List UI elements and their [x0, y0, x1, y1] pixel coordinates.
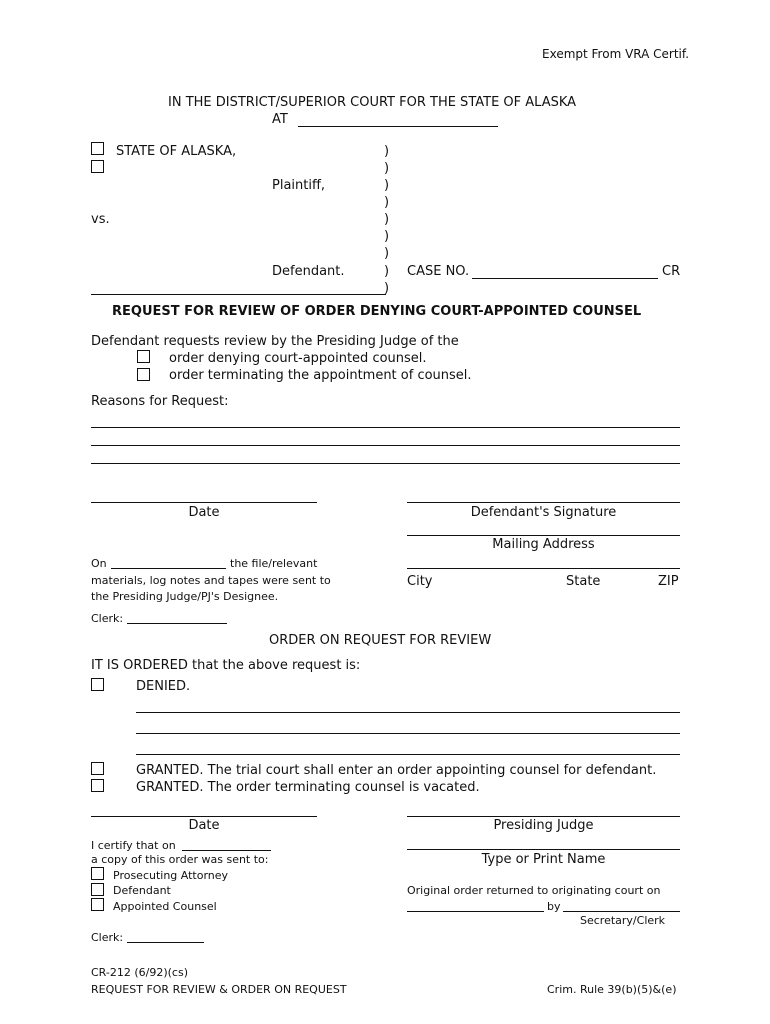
request-intro: Defendant requests review by the Presiding Judge of the [91, 334, 459, 349]
caption-bottom-line [91, 294, 386, 295]
defendant-signature-label: Defendant's Signature [470, 505, 617, 520]
certify-date-field[interactable] [182, 850, 271, 851]
denied-checkbox[interactable] [91, 678, 104, 691]
case-number-field[interactable] [472, 278, 658, 279]
reasons-line[interactable] [91, 427, 680, 428]
caption-parenthesis: ) [384, 281, 390, 296]
transmittal-on-label: On [91, 557, 107, 570]
presiding-judge-signature-field[interactable] [407, 816, 680, 817]
plaintiff-label: Plaintiff, [272, 178, 326, 193]
blank-plaintiff-checkbox[interactable] [91, 160, 104, 173]
transmittal-date-field[interactable] [111, 568, 226, 569]
by-label: by [547, 900, 561, 913]
reasons-line[interactable] [91, 463, 680, 464]
order-denying-label: order denying court-appointed counsel. [169, 351, 427, 366]
caption-parenthesis: ) [384, 178, 390, 193]
print-name-field[interactable] [407, 849, 680, 850]
denied-reason-line[interactable] [136, 754, 680, 755]
certify-on-label: I certify that on [91, 839, 176, 852]
court-location-field[interactable] [298, 126, 498, 127]
caption-parenthesis: ) [384, 212, 390, 227]
state-label: State [566, 574, 601, 589]
mailing-address-field[interactable] [407, 535, 680, 536]
order-terminating-label: order terminating the appointment of counsel. [169, 368, 472, 383]
footer-form-title: REQUEST FOR REVIEW & ORDER ON REQUEST [91, 983, 347, 996]
file-relevant-label: the file/relevant [230, 557, 318, 570]
court-heading: IN THE DISTRICT/SUPERIOR COURT FOR THE STATE OF ALASKA [168, 95, 577, 110]
secretary-clerk-field[interactable] [563, 911, 680, 912]
caption-parenthesis: ) [384, 195, 390, 210]
exempt-note: Exempt From VRA Certif. [542, 47, 690, 61]
granted-vacate-label: GRANTED. The order terminating counsel is vacated. [136, 780, 480, 795]
request-date-label: Date [188, 505, 220, 520]
certify-clerk-label: Clerk: [91, 931, 124, 944]
state-of-alaska-label: STATE OF ALASKA, [116, 144, 237, 159]
certify-clerk-field[interactable] [127, 942, 204, 943]
case-no-label: CASE NO. [407, 264, 470, 279]
at-label: AT [272, 112, 288, 127]
request-date-field[interactable] [91, 502, 317, 503]
order-date-field[interactable] [91, 816, 317, 817]
city-label: City [407, 574, 433, 589]
defendant-label: Defendant. [272, 264, 345, 279]
reasons-label: Reasons for Request: [91, 394, 229, 409]
appointed-counsel-label: Appointed Counsel [113, 900, 217, 913]
form-title: REQUEST FOR REVIEW OF ORDER DENYING COURT-APPOINTED COUNSEL [112, 304, 642, 319]
order-date-label: Date [188, 818, 220, 833]
defendant-signature-field[interactable] [407, 502, 680, 503]
order-heading: ORDER ON REQUEST FOR REVIEW [269, 633, 492, 648]
court-rule: Crim. Rule 39(b)(5)&(e) [547, 983, 677, 996]
denied-reason-line[interactable] [136, 733, 680, 734]
presiding-judge-label: Presiding Judge [493, 818, 594, 833]
caption-parenthesis: ) [384, 144, 390, 159]
zip-label: ZIP [658, 574, 679, 589]
denied-label: DENIED. [136, 679, 191, 694]
copy-sent-label: a copy of this order was sent to: [91, 853, 269, 866]
materials-label: materials, log notes and tapes were sent to [91, 574, 331, 587]
granted-vacate-checkbox[interactable] [91, 779, 104, 792]
vs-label: vs. [91, 212, 110, 227]
prosecuting-attorney-checkbox[interactable] [91, 867, 104, 880]
order-terminating-checkbox[interactable] [137, 368, 150, 381]
is-ordered-label: IT IS ORDERED that the above request is: [91, 658, 361, 673]
state-of-alaska-checkbox[interactable] [91, 142, 104, 155]
transmittal-clerk-field[interactable] [127, 623, 227, 624]
transmittal-clerk-label: Clerk: [91, 612, 124, 625]
denied-reason-line[interactable] [136, 712, 680, 713]
form-number: CR-212 (6/92)(cs) [91, 966, 188, 979]
print-name-label: Type or Print Name [481, 852, 606, 867]
case-suffix: CR [662, 264, 681, 279]
returned-date-field[interactable] [407, 911, 544, 912]
reasons-line[interactable] [91, 445, 680, 446]
appointed-counsel-checkbox[interactable] [91, 898, 104, 911]
mailing-address-label: Mailing Address [492, 537, 595, 552]
original-returned-label: Original order returned to originating court on [407, 884, 661, 897]
defendant-copy-label: Defendant [113, 884, 171, 897]
caption-parenthesis: ) [384, 161, 390, 176]
granted-appoint-checkbox[interactable] [91, 762, 104, 775]
caption-parenthesis: ) [384, 229, 390, 244]
prosecuting-attorney-label: Prosecuting Attorney [113, 869, 229, 882]
city-state-zip-field[interactable] [407, 568, 680, 569]
presiding-designee-label: the Presiding Judge/PJ's Designee. [91, 590, 279, 603]
secretary-clerk-label: Secretary/Clerk [580, 914, 666, 927]
caption-parenthesis: ) [384, 246, 390, 261]
caption-parenthesis: ) [384, 264, 390, 279]
defendant-copy-checkbox[interactable] [91, 883, 104, 896]
order-denying-checkbox[interactable] [137, 350, 150, 363]
granted-appoint-label: GRANTED. The trial court shall enter an order appointing counsel for defendant. [136, 763, 657, 778]
